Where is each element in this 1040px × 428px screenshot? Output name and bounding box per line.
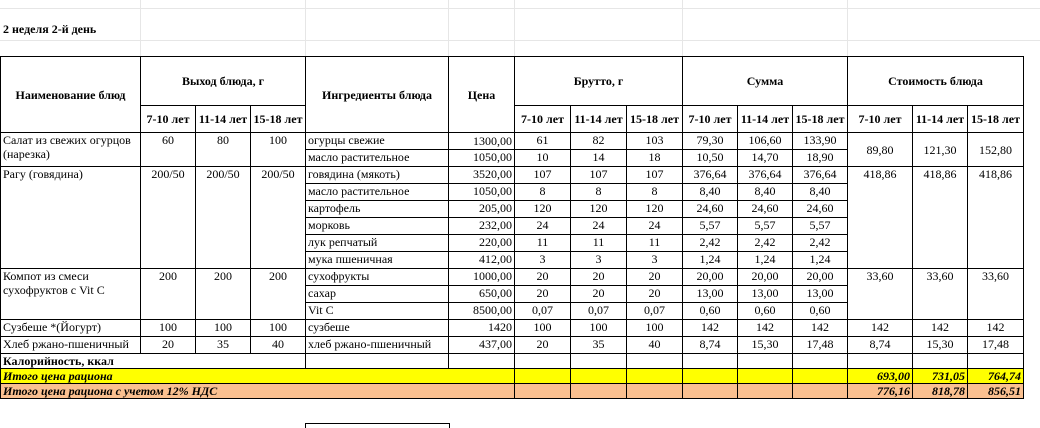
ingredient-brutto[interactable]: 100 <box>571 320 627 337</box>
header-age-age3[interactable]: 15-18 лет <box>251 106 306 133</box>
ingredient-sum[interactable]: 14,70 <box>738 150 793 167</box>
ingredient-name[interactable]: огурцы свежие <box>306 133 449 150</box>
dish-cost[interactable]: 142 <box>913 320 968 337</box>
ingredient-brutto[interactable]: 20 <box>627 269 683 286</box>
total-vat-row-label[interactable]: Итого цена рациона с учетом 12% НДС <box>1 384 515 399</box>
gridline <box>305 0 306 56</box>
empty-cell[interactable] <box>515 354 571 369</box>
header-age-age1[interactable]: 7-10 лет <box>683 106 738 133</box>
ingredient-brutto[interactable]: 10 <box>515 150 571 167</box>
dish-output[interactable]: 100 <box>141 320 196 337</box>
ingredient-name[interactable]: сузбеше <box>306 320 449 337</box>
ingredient-brutto[interactable]: 107 <box>627 167 683 184</box>
dish-output[interactable]: 100 <box>196 320 251 337</box>
ingredient-name[interactable]: сахар <box>306 286 449 303</box>
total-row-value[interactable]: 693,00 <box>848 369 913 384</box>
ingredient-sum[interactable]: 24,60 <box>793 201 848 218</box>
ingredient-brutto[interactable]: 20 <box>515 337 571 354</box>
dish-cost[interactable]: 418,86 <box>913 167 968 269</box>
dish-name[interactable]: Сузбеше *(Йогурт) <box>1 320 141 337</box>
dish-output[interactable]: 60 <box>141 133 196 167</box>
ingredient-brutto[interactable]: 120 <box>627 201 683 218</box>
ingredient-brutto[interactable]: 3 <box>515 252 571 269</box>
gridline <box>0 8 1040 9</box>
ingredient-sum[interactable]: 17,48 <box>793 337 848 354</box>
menu-cost-table <box>0 56 1024 399</box>
empty-cell[interactable] <box>449 354 515 369</box>
empty-cell[interactable] <box>738 384 793 399</box>
gridline <box>682 0 683 56</box>
dish-cost[interactable]: 15,30 <box>913 337 968 354</box>
dish-name[interactable]: Хлеб ржано-пшеничный <box>1 337 141 354</box>
calories-label[interactable]: Калорийность, ккал <box>1 354 306 369</box>
ingredient-sum[interactable]: 5,57 <box>738 218 793 235</box>
ingredient-sum[interactable]: 20,00 <box>793 269 848 286</box>
empty-cell[interactable] <box>738 369 793 384</box>
empty-cell[interactable] <box>515 384 571 399</box>
ingredient-price[interactable]: 437,00 <box>449 337 515 354</box>
ingredient-name[interactable]: морковь <box>306 218 449 235</box>
total-vat-row <box>1 384 1024 399</box>
gridline <box>140 0 141 56</box>
empty-cell[interactable] <box>627 384 683 399</box>
ingredient-brutto[interactable]: 24 <box>571 218 627 235</box>
ingredient-brutto[interactable]: 24 <box>515 218 571 235</box>
total-vat-row-value[interactable]: 776,16 <box>848 384 913 399</box>
empty-cell[interactable] <box>571 384 627 399</box>
ingredient-brutto[interactable]: 40 <box>627 337 683 354</box>
ingredient-name[interactable]: говядина (мякоть) <box>306 167 449 184</box>
gridline <box>847 0 848 56</box>
ingredient-sum[interactable]: 79,30 <box>683 133 738 150</box>
empty-cell[interactable] <box>515 369 571 384</box>
empty-cell[interactable] <box>627 369 683 384</box>
dish-output[interactable]: 100 <box>251 133 306 167</box>
ingredient-brutto[interactable]: 120 <box>571 201 627 218</box>
ingredient-brutto[interactable]: 20 <box>571 269 627 286</box>
ingredient-price[interactable]: 1050,00 <box>449 184 515 201</box>
header-age-age2[interactable]: 11-14 лет <box>571 106 627 133</box>
ingredient-sum[interactable]: 5,57 <box>683 218 738 235</box>
table-row <box>1 133 1024 150</box>
header-brutto[interactable]: Брутто, г <box>515 57 683 106</box>
dish-cost[interactable]: 33,60 <box>848 269 913 320</box>
ingredient-sum[interactable]: 15,30 <box>738 337 793 354</box>
total-row-value[interactable]: 764,74 <box>968 369 1024 384</box>
ingredient-brutto[interactable]: 0,07 <box>515 303 571 320</box>
empty-cell[interactable] <box>793 384 848 399</box>
ingredient-sum[interactable]: 106,60 <box>738 133 793 150</box>
header-age-age3[interactable]: 15-18 лет <box>627 106 683 133</box>
ingredient-sum[interactable]: 1,24 <box>738 252 793 269</box>
ingredient-brutto[interactable]: 20 <box>571 286 627 303</box>
ingredient-brutto[interactable]: 11 <box>515 235 571 252</box>
ingredient-price[interactable]: 220,00 <box>449 235 515 252</box>
ingredient-brutto[interactable]: 20 <box>515 286 571 303</box>
ingredient-price[interactable]: 205,00 <box>449 201 515 218</box>
ingredient-brutto[interactable]: 11 <box>627 235 683 252</box>
ingredient-sum[interactable]: 133,90 <box>793 133 848 150</box>
ingredient-brutto[interactable]: 120 <box>515 201 571 218</box>
ingredient-sum[interactable]: 13,00 <box>738 286 793 303</box>
ingredient-brutto[interactable]: 0,07 <box>571 303 627 320</box>
ingredient-name[interactable]: картофель <box>306 201 449 218</box>
header-age-age1[interactable]: 7-10 лет <box>515 106 571 133</box>
cell-outline <box>305 423 450 428</box>
empty-cell[interactable] <box>683 354 738 369</box>
ingredient-sum[interactable]: 376,64 <box>683 167 738 184</box>
ingredient-sum[interactable]: 2,42 <box>683 235 738 252</box>
ingredient-brutto[interactable]: 61 <box>515 133 571 150</box>
header-age-age3[interactable]: 15-18 лет <box>793 106 848 133</box>
ingredient-sum[interactable]: 5,57 <box>793 218 848 235</box>
empty-cell[interactable] <box>738 354 793 369</box>
empty-cell[interactable] <box>793 369 848 384</box>
dish-name[interactable]: Салат из свежих огурцов (нарезка) <box>1 133 141 167</box>
ingredient-sum[interactable]: 20,00 <box>683 269 738 286</box>
empty-cell[interactable] <box>913 354 968 369</box>
ingredient-sum[interactable]: 20,00 <box>738 269 793 286</box>
ingredient-sum[interactable]: 8,40 <box>683 184 738 201</box>
ingredient-brutto[interactable]: 3 <box>627 252 683 269</box>
total-vat-row-value[interactable]: 856,51 <box>968 384 1024 399</box>
dish-cost[interactable]: 152,80 <box>968 133 1024 167</box>
ingredient-sum[interactable]: 2,42 <box>738 235 793 252</box>
dish-output[interactable]: 200/50 <box>141 167 196 269</box>
empty-cell[interactable] <box>306 354 449 369</box>
ingredient-brutto[interactable]: 24 <box>627 218 683 235</box>
ingredient-sum[interactable]: 376,64 <box>738 167 793 184</box>
ingredient-name[interactable]: хлеб ржано-пшеничный <box>306 337 449 354</box>
empty-cell[interactable] <box>571 354 627 369</box>
empty-cell[interactable] <box>627 354 683 369</box>
ingredient-brutto[interactable]: 11 <box>571 235 627 252</box>
ingredient-sum[interactable]: 10,50 <box>683 150 738 167</box>
ingredient-name[interactable]: Vit C <box>306 303 449 320</box>
ingredient-sum[interactable]: 8,74 <box>683 337 738 354</box>
ingredient-price[interactable]: 1000,00 <box>449 269 515 286</box>
header-ingredients[interactable]: Ингредиенты блюда <box>306 57 449 133</box>
dish-output[interactable]: 40 <box>251 337 306 354</box>
ingredient-sum[interactable]: 1,24 <box>683 252 738 269</box>
ingredient-sum[interactable]: 24,60 <box>683 201 738 218</box>
gridline <box>448 0 449 56</box>
dish-output[interactable]: 100 <box>251 320 306 337</box>
ingredient-brutto[interactable]: 100 <box>515 320 571 337</box>
ingredient-sum[interactable]: 13,00 <box>793 286 848 303</box>
header-age-age1[interactable]: 7-10 лет <box>848 106 913 133</box>
ingredient-sum[interactable]: 142 <box>738 320 793 337</box>
ingredient-sum[interactable]: 24,60 <box>738 201 793 218</box>
dish-output[interactable]: 200/50 <box>251 167 306 269</box>
ingredient-sum[interactable]: 0,60 <box>738 303 793 320</box>
ingredient-price[interactable]: 412,00 <box>449 252 515 269</box>
ingredient-name[interactable]: лук репчатый <box>306 235 449 252</box>
ingredient-brutto[interactable]: 14 <box>571 150 627 167</box>
dish-cost[interactable]: 17,48 <box>968 337 1024 354</box>
dish-output[interactable]: 200 <box>196 269 251 320</box>
dish-output[interactable]: 200/50 <box>196 167 251 269</box>
ingredient-name[interactable]: мука пшеничная <box>306 252 449 269</box>
empty-cell[interactable] <box>683 369 738 384</box>
table-row <box>1 269 1024 286</box>
empty-cell[interactable] <box>683 384 738 399</box>
header-age-age2[interactable]: 11-14 лет <box>913 106 968 133</box>
dish-cost[interactable]: 89,80 <box>848 133 913 167</box>
empty-cell[interactable] <box>968 354 1024 369</box>
ingredient-sum[interactable]: 18,90 <box>793 150 848 167</box>
ingredient-brutto[interactable]: 8 <box>515 184 571 201</box>
ingredient-price[interactable]: 3520,00 <box>449 167 515 184</box>
ingredient-brutto[interactable]: 20 <box>627 286 683 303</box>
ingredient-name[interactable]: масло растительное <box>306 150 449 167</box>
ingredient-brutto[interactable]: 107 <box>515 167 571 184</box>
ingredient-brutto[interactable]: 8 <box>571 184 627 201</box>
ingredient-brutto[interactable]: 107 <box>571 167 627 184</box>
ingredient-sum[interactable]: 142 <box>793 320 848 337</box>
header-cost[interactable]: Стоимость блюда <box>848 57 1024 106</box>
ingredient-name[interactable]: сухофрукты <box>306 269 449 286</box>
dish-cost[interactable]: 8,74 <box>848 337 913 354</box>
header-age-age1[interactable]: 7-10 лет <box>141 106 196 133</box>
ingredient-brutto[interactable]: 100 <box>627 320 683 337</box>
ingredient-brutto[interactable]: 82 <box>571 133 627 150</box>
dish-cost[interactable]: 121,30 <box>913 133 968 167</box>
ingredient-sum[interactable]: 8,40 <box>738 184 793 201</box>
ingredient-price[interactable]: 650,00 <box>449 286 515 303</box>
dish-name[interactable]: Компот из смеси сухофруктов с Vit C <box>1 269 141 320</box>
ingredient-brutto[interactable]: 8 <box>627 184 683 201</box>
ingredient-sum[interactable]: 142 <box>683 320 738 337</box>
header-dish[interactable]: Наименование блюд <box>1 57 141 133</box>
empty-cell[interactable] <box>848 354 913 369</box>
ingredient-name[interactable]: масло растительное <box>306 184 449 201</box>
dish-cost[interactable]: 418,86 <box>968 167 1024 269</box>
gridline <box>514 0 515 56</box>
ingredient-sum[interactable]: 8,40 <box>793 184 848 201</box>
header-age-age2[interactable]: 11-14 лет <box>738 106 793 133</box>
ingredient-brutto[interactable]: 103 <box>627 133 683 150</box>
sheet-title: 2 неделя 2-й день <box>3 22 97 36</box>
dish-cost[interactable]: 33,60 <box>968 269 1024 320</box>
table-row <box>1 167 1024 184</box>
ingredient-sum[interactable]: 13,00 <box>683 286 738 303</box>
ingredient-sum[interactable]: 0,60 <box>683 303 738 320</box>
dish-output[interactable]: 200 <box>251 269 306 320</box>
dish-output[interactable]: 200 <box>141 269 196 320</box>
table-row <box>1 337 1024 354</box>
ingredient-brutto[interactable]: 3 <box>571 252 627 269</box>
table-row <box>1 320 1024 337</box>
header-age-age3[interactable]: 15-18 лет <box>968 106 1024 133</box>
total-vat-row-value[interactable]: 818,78 <box>913 384 968 399</box>
ingredient-sum[interactable]: 2,42 <box>793 235 848 252</box>
ingredient-price[interactable]: 232,00 <box>449 218 515 235</box>
empty-cell[interactable] <box>793 354 848 369</box>
header-price[interactable]: Цена <box>449 57 515 133</box>
total-row-label[interactable]: Итого цена рациона <box>1 369 515 384</box>
dish-cost[interactable]: 33,60 <box>913 269 968 320</box>
header-sum[interactable]: Сумма <box>683 57 848 106</box>
dish-output[interactable]: 20 <box>141 337 196 354</box>
ingredient-brutto[interactable]: 35 <box>571 337 627 354</box>
header-output[interactable]: Выход блюда, г <box>141 57 306 106</box>
dish-cost[interactable]: 142 <box>848 320 913 337</box>
total-row-value[interactable]: 731,05 <box>913 369 968 384</box>
ingredient-brutto[interactable]: 20 <box>515 269 571 286</box>
ingredient-brutto[interactable]: 18 <box>627 150 683 167</box>
dish-output[interactable]: 80 <box>196 133 251 167</box>
total-row <box>1 369 1024 384</box>
header-age-age2[interactable]: 11-14 лет <box>196 106 251 133</box>
ingredient-sum[interactable]: 1,24 <box>793 252 848 269</box>
ingredient-price[interactable]: 1050,00 <box>449 150 515 167</box>
ingredient-price[interactable]: 8500,00 <box>449 303 515 320</box>
empty-cell[interactable] <box>571 369 627 384</box>
gridline <box>0 40 1040 41</box>
dish-output[interactable]: 35 <box>196 337 251 354</box>
dish-cost[interactable]: 142 <box>968 320 1024 337</box>
dish-name[interactable]: Рагу (говядина) <box>1 167 141 269</box>
ingredient-sum[interactable]: 0,60 <box>793 303 848 320</box>
ingredient-price[interactable]: 1300,00 <box>449 133 515 150</box>
ingredient-brutto[interactable]: 0,07 <box>627 303 683 320</box>
ingredient-price[interactable]: 1420 <box>449 320 515 337</box>
dish-cost[interactable]: 418,86 <box>848 167 913 269</box>
ingredient-sum[interactable]: 376,64 <box>793 167 848 184</box>
